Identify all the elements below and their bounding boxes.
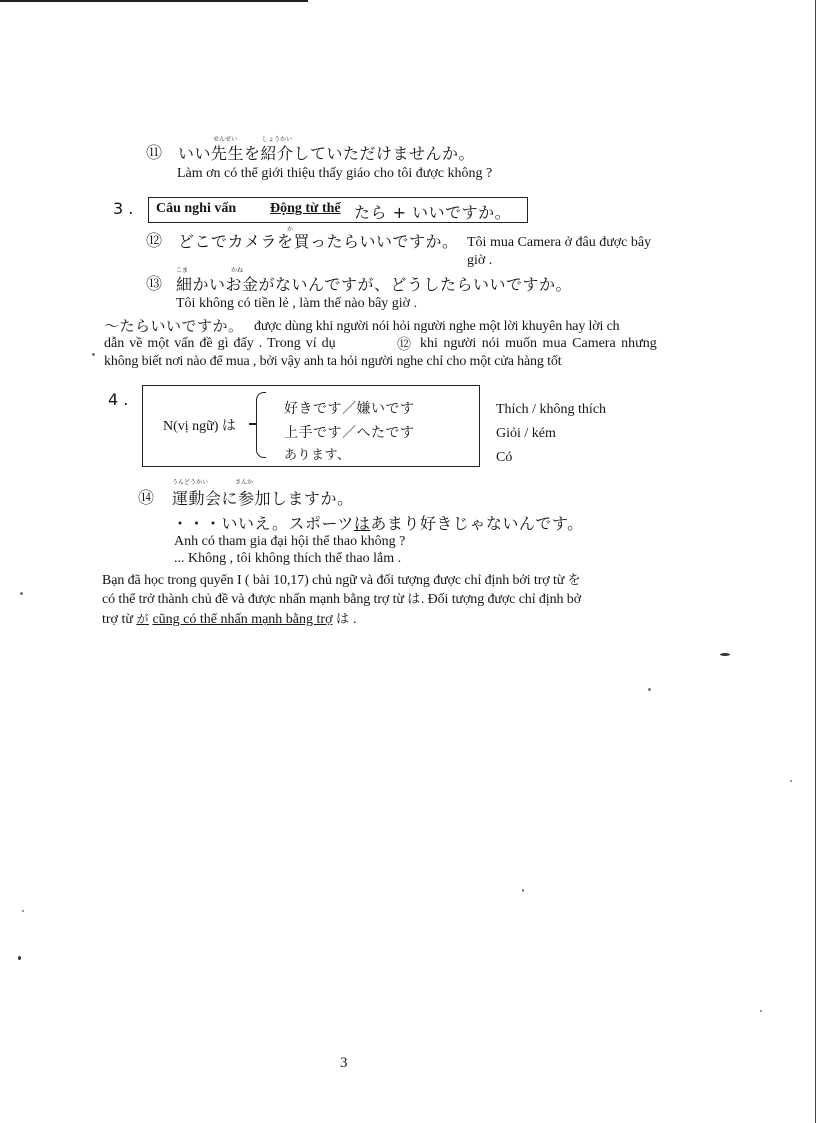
- section-4-subject: N(vị ngữ) は: [163, 419, 236, 434]
- explain-4-line3: [102, 608, 357, 628]
- explain-4-particle-wo: を: [567, 573, 582, 588]
- brace-icon: [256, 392, 266, 458]
- brace-tip: [249, 423, 257, 425]
- explain-4-line3-end: .: [353, 612, 357, 627]
- example-14-marker: ⑭: [138, 488, 155, 507]
- explain-3-marker: ⑫: [397, 337, 411, 353]
- example-13-marker: ⑬: [146, 274, 163, 293]
- section-4-row3-japanese: あります、: [284, 448, 351, 463]
- section-4-number: 4 .: [108, 390, 129, 409]
- example-11-marker: ⑪: [146, 143, 163, 162]
- scan-speck: [790, 780, 792, 782]
- scan-speck: [720, 653, 730, 656]
- scan-speck: [648, 688, 651, 691]
- explain-4-particle-ga: が: [136, 612, 149, 626]
- explain-3-line2-start: dẫn về một vấn đề gì đấy . Trong ví dụ: [104, 336, 336, 351]
- section-4-row3-meaning: Có: [496, 450, 513, 465]
- furigana-shoukai: しょうかい: [262, 136, 293, 143]
- scan-speck: [20, 592, 23, 595]
- scan-speck: [760, 1010, 762, 1012]
- furigana-koma: こま: [176, 267, 189, 274]
- explain-3-line1: được dùng khi người nói hỏi người nghe một lời khuyên hay lời ch: [254, 319, 620, 334]
- example-14-reply: [172, 511, 584, 534]
- example-14-japanese: 運動会に参加しますか。: [172, 489, 354, 508]
- example-12-japanese: どこでカメラを買ったらいいですか。: [178, 232, 459, 251]
- explain-3-pattern: ～たらいいですか。: [104, 317, 244, 335]
- furigana-ka: か: [287, 226, 294, 233]
- section-4-row1-meaning: Thích / không thích: [496, 402, 607, 417]
- example-13-japanese: 細かいお金がないんですが、どうしたらいいですか。: [176, 275, 573, 294]
- explain-4-line3-text: trợ từ: [102, 612, 133, 627]
- furigana-sensei: せんせい: [213, 136, 238, 143]
- scan-speck: [22, 910, 24, 912]
- explain-3-line2-end: khi người nói muốn mua Camera nhưng: [420, 336, 657, 351]
- explain-4-line1: [102, 569, 581, 589]
- explain-3-line3: không biết nơi nào để mua , bởi vậy anh ta hỏi người nghe chỉ cho một cửa hàng tốt: [104, 354, 562, 369]
- scan-speck: [18, 956, 21, 960]
- scan-speck: [92, 353, 95, 356]
- explain-4-line2-end: . Đối tượng được chỉ định bở: [420, 592, 581, 607]
- explain-4-line1-text: Bạn đã học trong quyển I ( bài 10,17) chủ ngữ và đối tượng được chỉ định bởi trợ từ: [102, 573, 565, 588]
- example-12-vietnamese-line2: giờ .: [467, 253, 493, 268]
- example-12-vietnamese-line1: Tôi mua Camera ở đâu được bây: [467, 235, 652, 250]
- section-3-question-label: Câu nghi vấn: [156, 201, 237, 216]
- scan-speck: [522, 889, 524, 892]
- example-14-reply-start: ・・・いいえ。スポーツ: [172, 514, 354, 533]
- explain-4-particle-wa-2: は: [335, 612, 350, 627]
- example-14-vietnamese-answer: ... Không , tôi không thích thể thao lắm .: [174, 551, 402, 566]
- furigana-undoukai: うんどうかい: [172, 479, 209, 486]
- example-14-reply-end: あまり好きじゃないんです。: [370, 514, 584, 533]
- example-14-vietnamese-question: Anh có tham gia đại hội thể thao không ?: [174, 534, 406, 549]
- example-11-japanese: いい先生を紹介していただけませんか。: [178, 144, 476, 163]
- example-14-reply-particle: は: [353, 514, 371, 533]
- furigana-sanka: さんか: [235, 479, 254, 486]
- example-11-vietnamese: Làm ơn có thể giới thiệu thấy giáo cho tôi được không ?: [177, 166, 493, 181]
- section-4-row2-japanese: 上手です／へたです: [284, 425, 415, 441]
- example-13-vietnamese: Tôi không có tiền lẻ , làm thế nào bây giờ .: [176, 296, 418, 311]
- section-4-row2-meaning: Giỏi / kém: [496, 426, 556, 441]
- explain-4-line3-mid: cũng có thể nhấn mạnh bằng trợ: [152, 612, 333, 627]
- explain-4-line2-text: có thể trở thành chủ đề và được nhấn mạnh bằng trợ từ: [102, 592, 404, 607]
- section-3-pattern-japanese: たら + いいですか。: [354, 203, 512, 222]
- furigana-kane: かね: [231, 267, 244, 274]
- explain-4-line2: [102, 588, 581, 608]
- section-4-row1-japanese: 好きです／嫌いです: [284, 401, 415, 417]
- scan-edge-top: [0, 0, 308, 2]
- section-3-number: 3 .: [113, 199, 134, 218]
- explain-4-particle-wa: は: [407, 592, 421, 607]
- page-number: 3: [340, 1055, 348, 1071]
- example-12-marker: ⑫: [146, 231, 163, 250]
- section-3-verb-label: Động từ thể: [270, 201, 341, 216]
